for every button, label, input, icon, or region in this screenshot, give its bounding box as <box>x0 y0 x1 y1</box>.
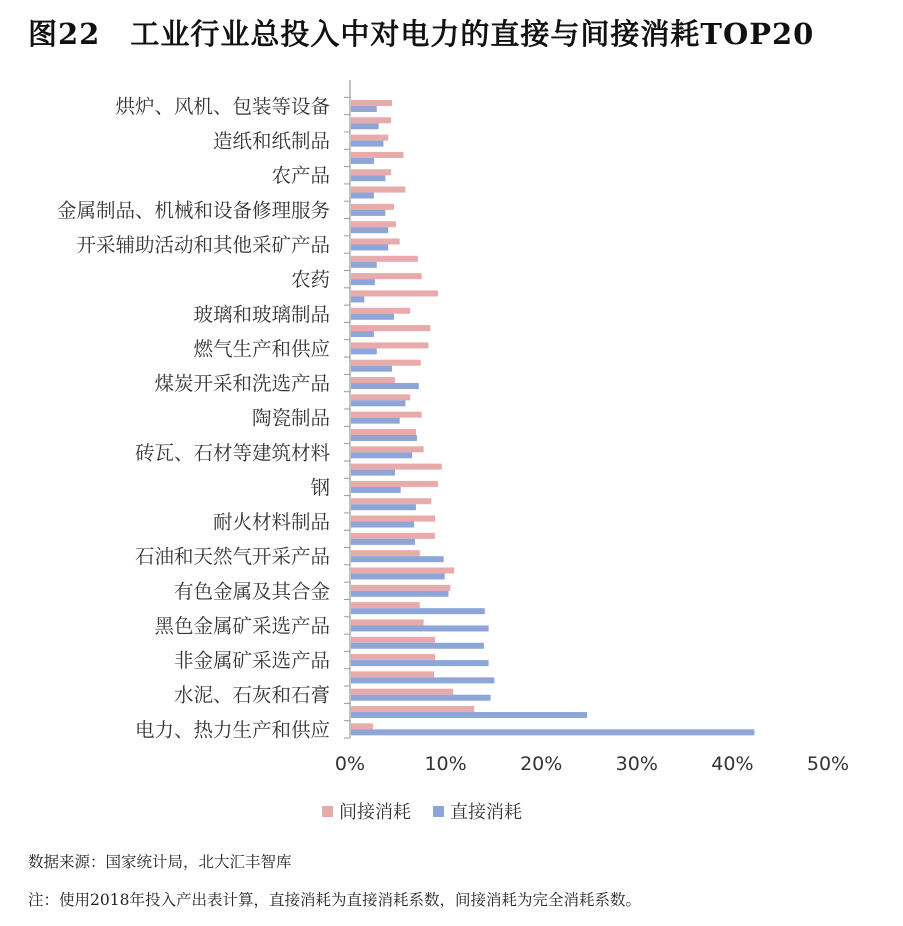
category-label: 农产品 <box>271 164 330 188</box>
bar-direct[interactable] <box>351 158 374 164</box>
bar-indirect[interactable] <box>351 412 422 418</box>
bar-direct[interactable] <box>351 262 377 268</box>
bar-indirect[interactable] <box>351 169 391 175</box>
bar-direct[interactable] <box>351 383 419 389</box>
bar-indirect[interactable] <box>351 273 422 279</box>
bar-indirect[interactable] <box>351 619 424 625</box>
bar-indirect[interactable] <box>351 429 416 435</box>
bar-direct[interactable] <box>351 400 405 406</box>
bar-indirect[interactable] <box>351 481 438 487</box>
category-label: 有色金属及其合金 <box>173 579 330 603</box>
bar-direct[interactable] <box>351 539 415 545</box>
bar-indirect[interactable] <box>351 550 420 556</box>
x-tick-label: 20% <box>520 753 563 775</box>
bar-indirect[interactable] <box>351 654 435 660</box>
bar-direct[interactable] <box>351 608 485 614</box>
legend-swatch-direct <box>433 806 444 817</box>
bar-direct[interactable] <box>351 504 416 510</box>
bar-direct[interactable] <box>351 418 400 424</box>
bar-direct[interactable] <box>351 279 375 285</box>
bar-direct[interactable] <box>351 522 414 528</box>
bar-indirect[interactable] <box>351 308 410 314</box>
bar-indirect[interactable] <box>351 706 474 712</box>
category-label: 水泥、石灰和石膏 <box>173 683 330 707</box>
category-label: 砖瓦、石材等建筑材料 <box>134 441 330 465</box>
bar-direct[interactable] <box>351 729 754 735</box>
bar-indirect[interactable] <box>351 290 438 296</box>
legend-label-indirect: 间接消耗 <box>339 802 411 823</box>
bar-direct[interactable] <box>351 574 445 580</box>
bar-direct[interactable] <box>351 452 412 458</box>
x-tick-label: 30% <box>615 753 658 775</box>
bar-indirect[interactable] <box>351 239 400 245</box>
category-label: 电力、热力生产和供应 <box>134 718 330 742</box>
data-source-note: 数据来源：国家统计局，北大汇丰智库 <box>28 853 292 871</box>
legend <box>322 798 522 824</box>
bar-indirect[interactable] <box>351 204 394 210</box>
category-label: 造纸和纸制品 <box>212 129 330 153</box>
bar-direct[interactable] <box>351 591 448 597</box>
bar-direct[interactable] <box>351 106 377 112</box>
bar-direct[interactable] <box>351 227 388 233</box>
bar-direct[interactable] <box>351 660 489 666</box>
category-label: 非金属矿采选产品 <box>173 649 330 673</box>
bar-indirect[interactable] <box>351 602 420 608</box>
bar-indirect[interactable] <box>351 342 428 348</box>
category-label: 玻璃和玻璃制品 <box>193 302 330 326</box>
category-label: 开采辅助活动和其他采矿产品 <box>76 233 330 257</box>
bar-indirect[interactable] <box>351 135 388 141</box>
category-label: 黑色金属矿采选产品 <box>154 614 330 638</box>
bar-direct[interactable] <box>351 175 385 181</box>
bar-indirect[interactable] <box>351 464 442 470</box>
category-label: 煤炭开采和洗选产品 <box>154 372 330 396</box>
x-tick-label: 10% <box>424 753 467 775</box>
category-label: 石油和天然气开采产品 <box>134 545 330 569</box>
bar-indirect[interactable] <box>351 533 435 539</box>
bar-direct[interactable] <box>351 366 392 372</box>
legend-item-indirect[interactable] <box>322 798 411 824</box>
bar-direct[interactable] <box>351 296 364 302</box>
category-label: 农药 <box>290 268 330 292</box>
bar-indirect[interactable] <box>351 446 424 452</box>
category-label: 陶瓷制品 <box>251 406 330 430</box>
bar-indirect[interactable] <box>351 360 421 366</box>
bar-direct[interactable] <box>351 625 489 631</box>
bar-indirect[interactable] <box>351 689 453 695</box>
x-tick-label: 40% <box>711 753 754 775</box>
bar-direct[interactable] <box>351 314 394 320</box>
bar-direct[interactable] <box>351 470 395 476</box>
category-label: 燃气生产和供应 <box>193 337 330 361</box>
bar-indirect[interactable] <box>351 585 450 591</box>
bar-indirect[interactable] <box>351 568 454 574</box>
bar-direct[interactable] <box>351 487 401 493</box>
legend-swatch-indirect <box>322 806 333 817</box>
legend-label-direct: 直接消耗 <box>450 802 522 823</box>
footnote: 注：使用2018年投入产出表计算，直接消耗为直接消耗系数，间接消耗为完全消耗系数。 <box>28 891 641 909</box>
bar-direct[interactable] <box>351 348 377 354</box>
bar-direct[interactable] <box>351 210 385 216</box>
bar-indirect[interactable] <box>351 394 410 400</box>
x-tick-label: 50% <box>806 753 850 775</box>
bar-direct[interactable] <box>351 435 417 441</box>
chart-title: 图22 工业行业总投入中对电力的直接与间接消耗TOP20 <box>28 17 815 51</box>
bar-indirect[interactable] <box>351 256 418 262</box>
bar-indirect[interactable] <box>351 637 435 643</box>
bar-direct[interactable] <box>351 141 383 147</box>
bar-direct[interactable] <box>351 712 587 718</box>
bar-direct[interactable] <box>351 556 444 562</box>
bar-direct[interactable] <box>351 245 388 251</box>
x-tick-label: 0% <box>334 753 366 775</box>
legend-item-direct[interactable] <box>433 798 522 824</box>
bar-direct[interactable] <box>351 123 379 129</box>
bar-indirect[interactable] <box>351 117 391 123</box>
bar-direct[interactable] <box>351 643 484 649</box>
category-label: 金属制品、机械和设备修理服务 <box>56 198 330 222</box>
bar-indirect[interactable] <box>351 516 435 522</box>
bar-direct[interactable] <box>351 331 374 337</box>
bar-indirect[interactable] <box>351 671 434 677</box>
bar-direct[interactable] <box>351 193 374 199</box>
bar-indirect[interactable] <box>351 187 405 193</box>
bar-indirect[interactable] <box>351 221 396 227</box>
bar-direct[interactable] <box>351 695 491 701</box>
category-label: 烘炉、风机、包装等设备 <box>115 94 330 118</box>
bar-indirect[interactable] <box>351 723 373 729</box>
bar-indirect[interactable] <box>351 100 392 106</box>
bar-indirect[interactable] <box>351 325 430 331</box>
category-label: 钢 <box>310 475 330 499</box>
category-label: 耐火材料制品 <box>212 510 330 534</box>
bar-indirect[interactable] <box>351 152 404 158</box>
bar-indirect[interactable] <box>351 377 395 383</box>
bar-indirect[interactable] <box>351 498 431 504</box>
bar-direct[interactable] <box>351 677 494 683</box>
